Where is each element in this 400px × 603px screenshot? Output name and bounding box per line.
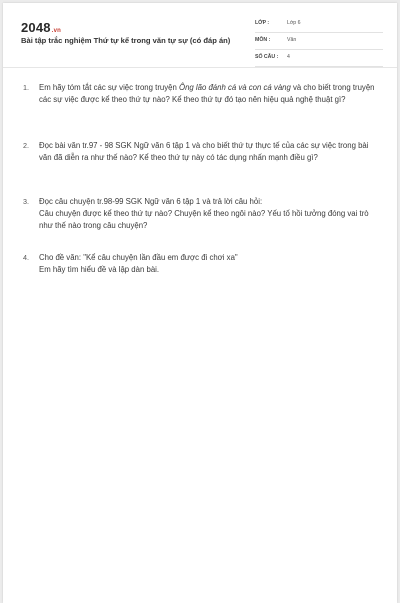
meta-info: [255, 18, 383, 69]
meta-value: Lớp 6: [287, 20, 301, 26]
question-text: Đọc bài văn tr.97 - 98 SGK Ngữ văn 6 tập 1 và cho biết thứ tự thực tế của các sự việc trong bài văn đã diễn ra như thế nào? Kể theo thứ tự này có tác dụng nhấn mạnh điều gì?: [39, 141, 369, 162]
question-text: [39, 196, 381, 232]
logo-main: 2048: [21, 20, 51, 35]
meta-label: SỐ CÂU :: [255, 54, 279, 60]
question-text: [39, 82, 381, 106]
document-title: Bài tập trắc nghiệm Thứ tự kể trong văn tự sự (có đáp án): [21, 36, 231, 45]
question-item: [21, 140, 381, 196]
meta-label: MÔN :: [255, 37, 271, 43]
question-text-part: Em hãy tóm tắt các sự việc trong truyện: [39, 83, 179, 92]
meta-value: 4: [287, 54, 290, 60]
question-item: [21, 82, 381, 140]
meta-row-class: [255, 18, 383, 33]
question-line: Cho đề văn: "Kể câu chuyện lần đầu em được đi chơi xa": [39, 253, 238, 262]
question-item: [21, 252, 381, 282]
question-number: 2.: [23, 141, 29, 150]
worksheet-page: [3, 3, 397, 603]
question-text: [39, 252, 381, 276]
question-number: 4.: [23, 253, 29, 262]
worksheet-header: [3, 3, 397, 68]
question-number: 3.: [23, 197, 29, 206]
question-text-part: và cho biết trong truyện các sự việc được kể theo thứ tự nào? Kể theo thứ tự đó tạo nên hiệu quả nghệ thuật gì?: [39, 83, 375, 104]
story-title: Ông lão đánh cá và con cá vàng: [179, 83, 291, 92]
question-line: Em hãy tìm hiểu đề và lập dàn bài.: [39, 265, 160, 274]
site-logo[interactable]: [21, 20, 61, 35]
question-item: [21, 196, 381, 252]
question-line: Câu chuyện được kể theo thứ tự nào? Chuyện kể theo ngôi nào? Yếu tố hồi tưởng đóng vai trò như thế nào trong câu chuyện?: [39, 209, 369, 230]
meta-label: LỚP :: [255, 20, 270, 26]
question-line: Đọc câu chuyện tr.98-99 SGK Ngữ văn 6 tập 1 và trả lời câu hỏi:: [39, 197, 263, 206]
meta-row-subject: [255, 35, 383, 50]
question-list: [21, 82, 381, 282]
meta-value: Văn: [287, 37, 297, 43]
logo-suffix: .vn: [51, 28, 62, 34]
meta-row-count: [255, 52, 383, 67]
question-number: 1.: [23, 83, 29, 92]
